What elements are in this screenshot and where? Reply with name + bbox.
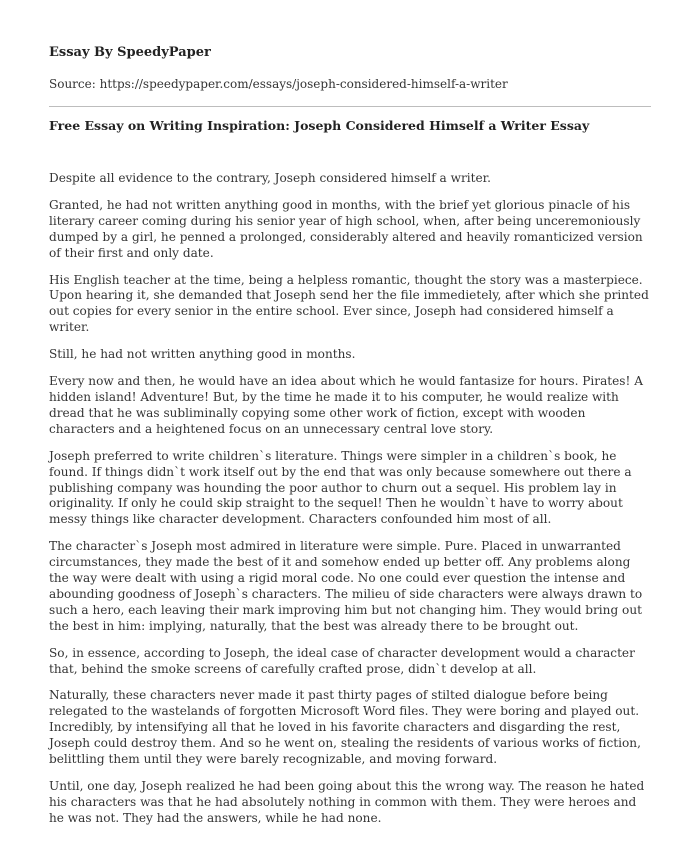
paragraph-6: Joseph preferred to write children`s literature. Things were simpler in a children`s book, he found. If things didn`t work itself out by the end that was only because somewhere out there a publishing company was hounding the poor author to churn out a sequel. His problem lay in originality. If only he could skip straight to the sequel! Then he wouldn`t have to worry about messy things like character development. Characters confounded him most of all. xyxy=(49,448,632,527)
essay-body xyxy=(49,171,651,827)
paragraph-8: So, in essence, according to Joseph, the ideal case of character development would a character that, behind the smoke screens of carefully crafted prose, didn`t develop at all. xyxy=(49,645,635,676)
essay-title: Free Essay on Writing Inspiration: Joseph Considered Himself a Writer Essay xyxy=(49,118,590,133)
paragraph-2: Granted, he had not written anything good in months, with the brief yet glorious pinacle of his literary career coming during his senior year of high school, when, after being unceremoniously dumped by a girl, he penned a prolonged, considerably altered and heavily romanticized version of their first and only date. xyxy=(49,197,643,260)
paragraph-7: The character`s Joseph most admired in literature were simple. Pure. Placed in unwarranted circumstances, they made the best of it and somehow ended up better off. Any problems along the way were dealt with using a rigid moral code. No one could ever question the intense and abounding goodness of Joseph`s characters. The milieu of side characters were always drawn to such a hero, each leaving their mark improving him but not changing him. They would bring out the best in him: implying, naturally, that the best was already there to be brought out. xyxy=(49,539,643,633)
brand-heading: Essay By SpeedyPaper xyxy=(49,45,211,60)
paragraph-10: Until, one day, Joseph realized he had been going about this the wrong way. The reason he hated his characters was that he had absolutely nothing in common with them. They were heroes and he was not. They had the answers, while he had none. xyxy=(49,779,645,825)
paragraph-9: Naturally, these characters never made it past thirty pages of stilted dialogue before being relegated to the wastelands of forgotten Microsoft Word files. They were boring and played out. Incredibly, by intensifying all that he loved in his favorite characters and disgarding the rest, Joseph could destroy them. And so he went on, stealing the residents of various works of fiction, belittling them until they were barely recognizable, and moving forward. xyxy=(49,688,641,767)
source-line: Source: https://speedypaper.com/essays/joseph-considered-himself-a-writer xyxy=(49,77,508,91)
paragraph-4: Still, he had not written anything good in months. xyxy=(49,347,356,362)
header-divider xyxy=(49,106,651,107)
paragraph-5: Every now and then, he would have an idea about which he would fantasize for hours. Pirates! A hidden island! Adventure! But, by the time he made it to his computer, he would realize with dread that he was subliminally copying some other work of fiction, except with wooden characters and a heightened focus on an unnecessary central love story. xyxy=(49,374,643,436)
paragraph-1: Despite all evidence to the contrary, Joseph considered himself a writer. xyxy=(49,171,491,185)
paragraph-3: His English teacher at the time, being a helpless romantic, thought the story was a masterpiece. Upon hearing it, she demanded that Joseph send her the file immedietely, after which she printed out copies for every senior in the entire school. Ever since, Joseph had considered himself a writer. xyxy=(49,272,649,335)
